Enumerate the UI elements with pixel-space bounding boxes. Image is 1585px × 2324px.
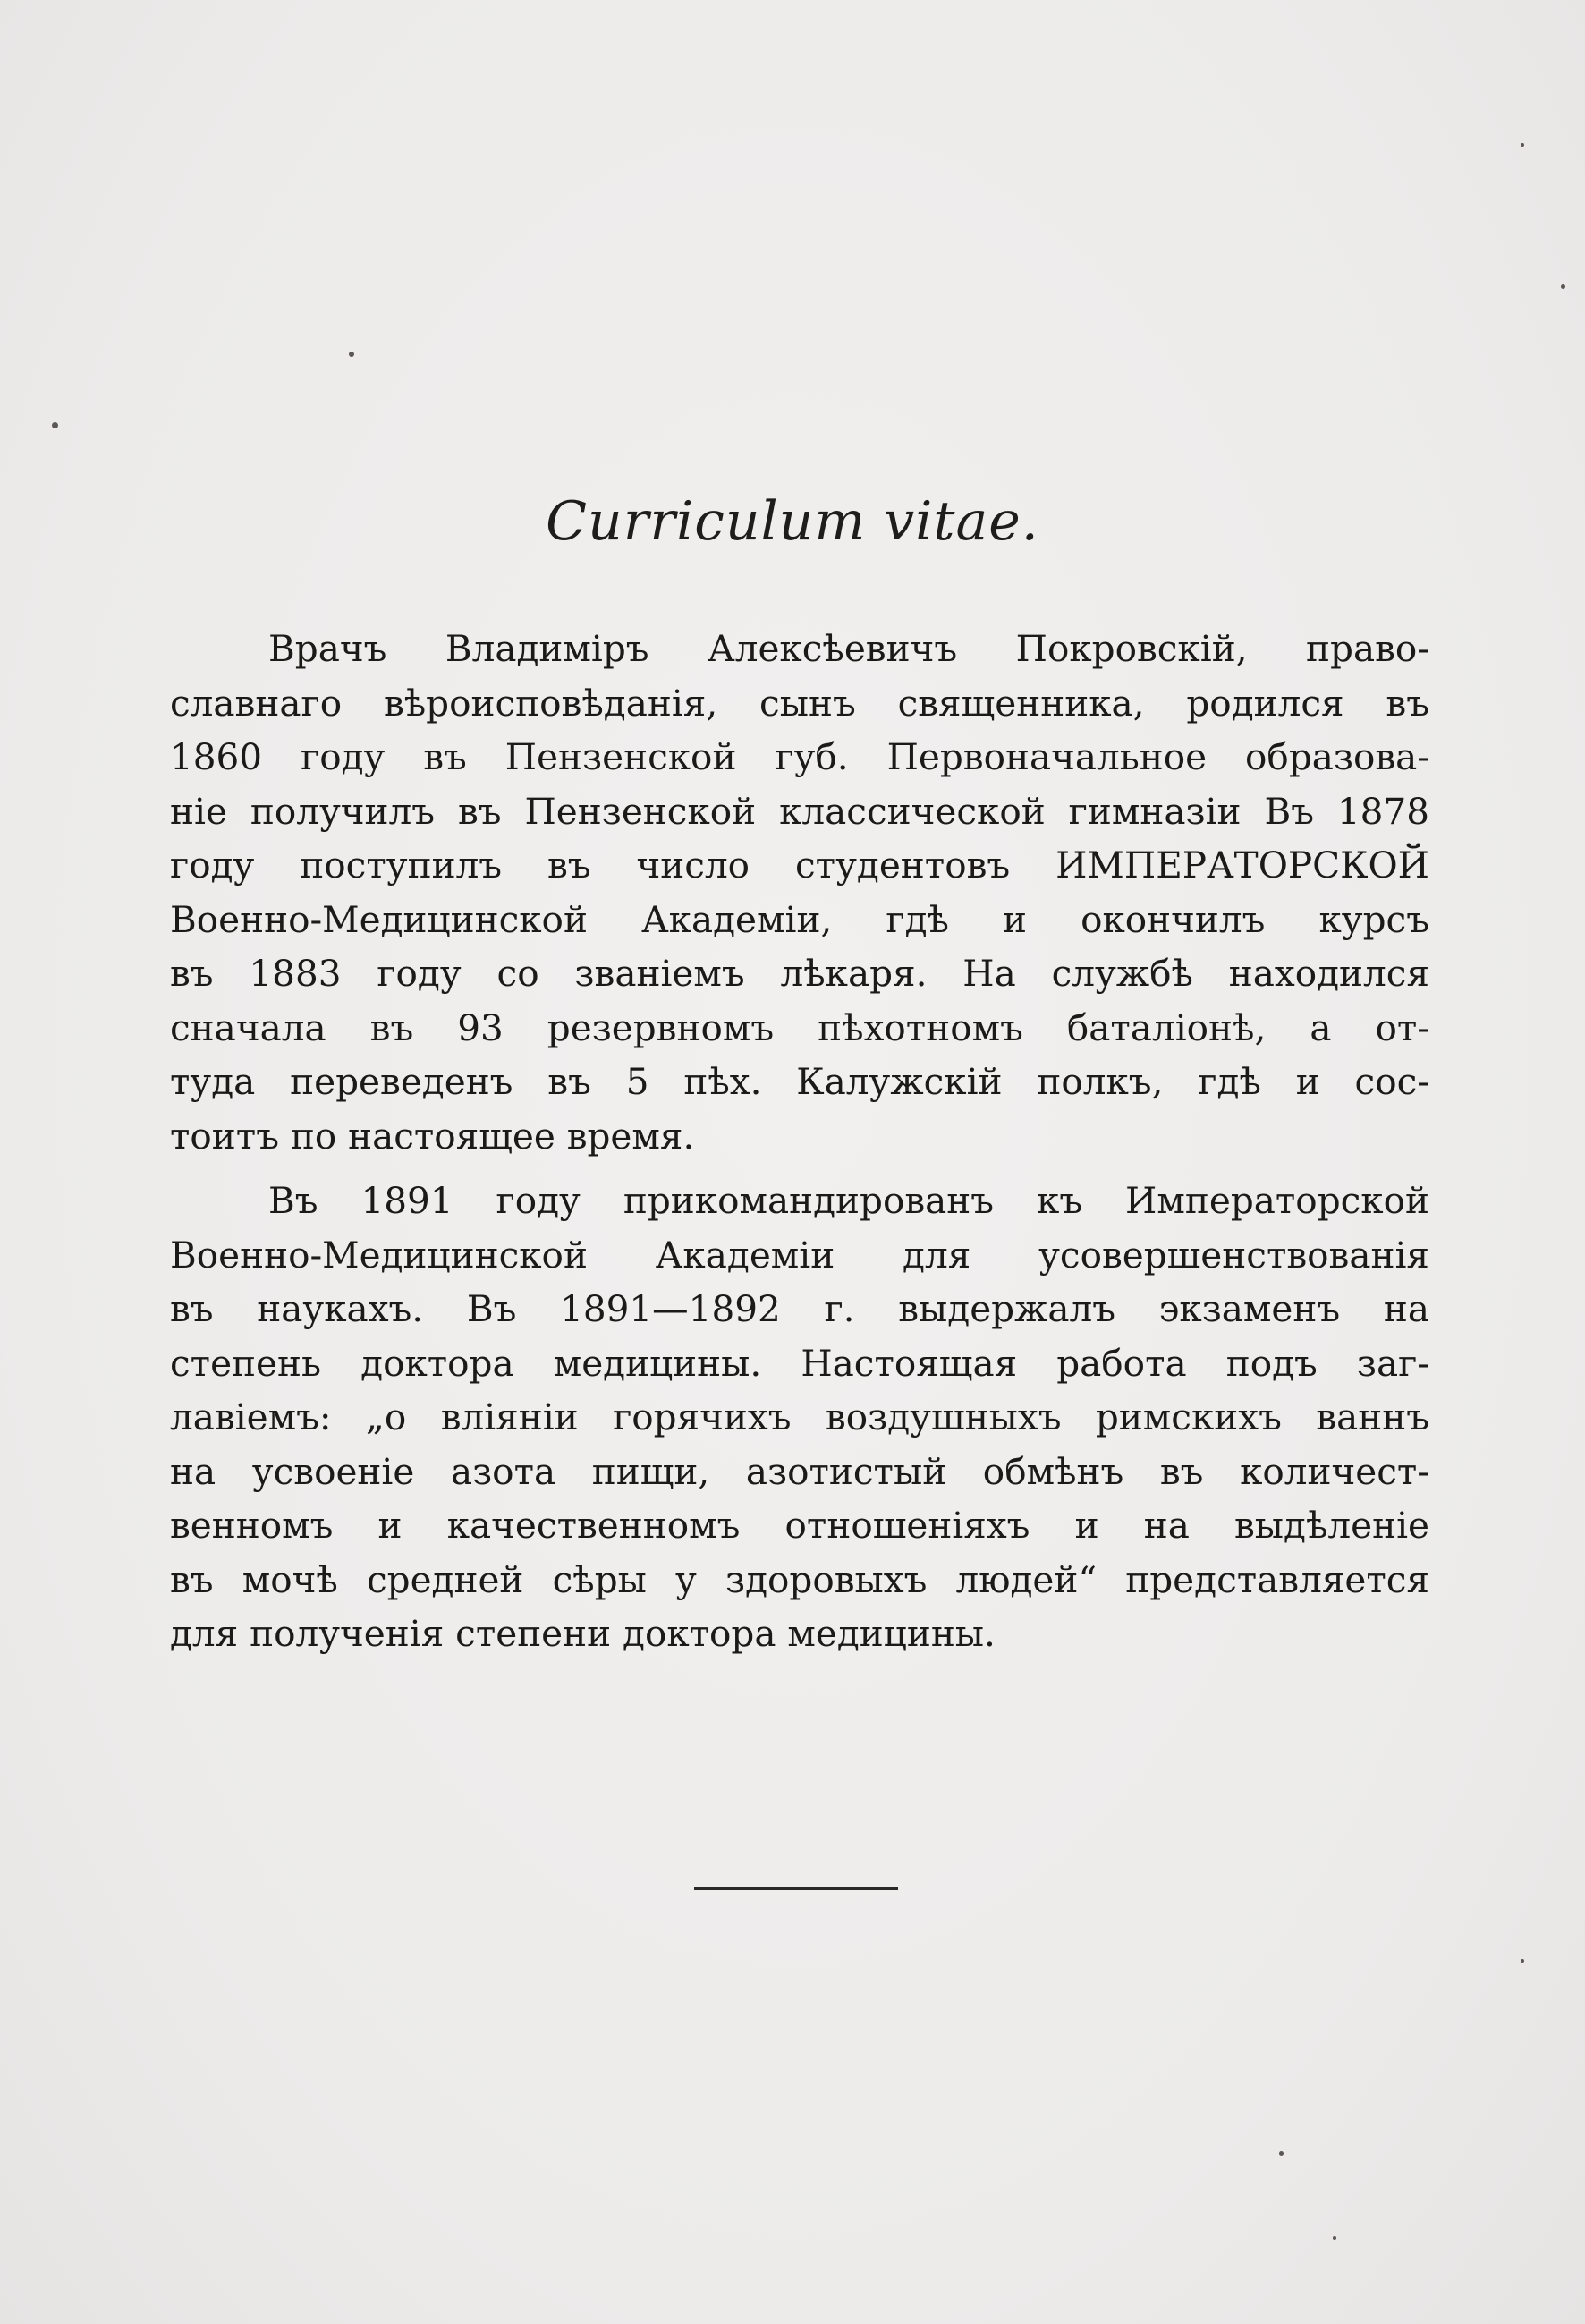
ink-speck bbox=[1333, 2236, 1336, 2240]
text-line: туда переведенъ въ 5 пѣх. Калужскій полкъ, гдѣ и сос- bbox=[170, 1060, 1429, 1103]
text-line: лавіемъ: „о вліяніи горячихъ воздушныхъ римскихъ ваннъ bbox=[170, 1395, 1429, 1438]
ink-speck bbox=[52, 422, 58, 428]
body-text bbox=[170, 622, 1429, 1661]
paragraph-biography bbox=[170, 622, 1429, 1163]
text-line: году поступилъ въ число студентовъ ИМПЕРАТОРСКОЙ bbox=[170, 844, 1429, 886]
closing-rule bbox=[694, 1887, 898, 1890]
ink-speck bbox=[1521, 143, 1524, 147]
text-line: Военно-Медицинской Академіи для усовершенствованія bbox=[170, 1233, 1429, 1277]
text-line: въ 1883 году со званіемъ лѣкаря. На службѣ находился bbox=[170, 952, 1429, 995]
page-title: Curriculum vitae. bbox=[546, 490, 1039, 553]
text-line: славнаго вѣроисповѣданія, сынъ священника, родился въ bbox=[170, 681, 1429, 725]
ink-speck bbox=[1561, 284, 1565, 289]
text-line: Военно-Медицинской Академіи, гдѣ и окончилъ курсъ bbox=[170, 897, 1429, 941]
ink-speck bbox=[1521, 1959, 1524, 1963]
paragraph-academy bbox=[170, 1174, 1429, 1661]
text-line: на усвоеніе азота пищи, азотистый обмѣнъ въ количест- bbox=[170, 1449, 1429, 1493]
text-line: сначала въ 93 резервномъ пѣхотномъ баталіонѣ, а от- bbox=[170, 1005, 1429, 1049]
ink-speck bbox=[349, 352, 354, 357]
text-line: венномъ и качественномъ отношеніяхъ и на выдѣленіе bbox=[170, 1504, 1429, 1547]
text-line: Врачъ Владиміръ Алексѣевичъ Покровскій, право- bbox=[268, 627, 1429, 670]
text-line: для полученія степени доктора медицины. bbox=[170, 1612, 996, 1655]
text-line: 1860 году въ Пензенской губ. Первоначальное образова- bbox=[170, 735, 1429, 778]
text-line: тоитъ по настоящее время. bbox=[170, 1114, 695, 1158]
text-line: въ наукахъ. Въ 1891—1892 г. выдержалъ экзаменъ на bbox=[170, 1287, 1429, 1330]
text-line: въ мочѣ средней сѣры у здоровыхъ людей“ представляется bbox=[170, 1557, 1429, 1601]
text-line: ніе получилъ въ Пензенской классической гимназіи Въ 1878 bbox=[170, 789, 1429, 833]
text-line: Въ 1891 году прикомандированъ къ Императорской bbox=[268, 1179, 1429, 1222]
text-line: степень доктора медицины. Настоящая работа подъ заг- bbox=[170, 1341, 1429, 1385]
ink-speck bbox=[1279, 2151, 1284, 2156]
